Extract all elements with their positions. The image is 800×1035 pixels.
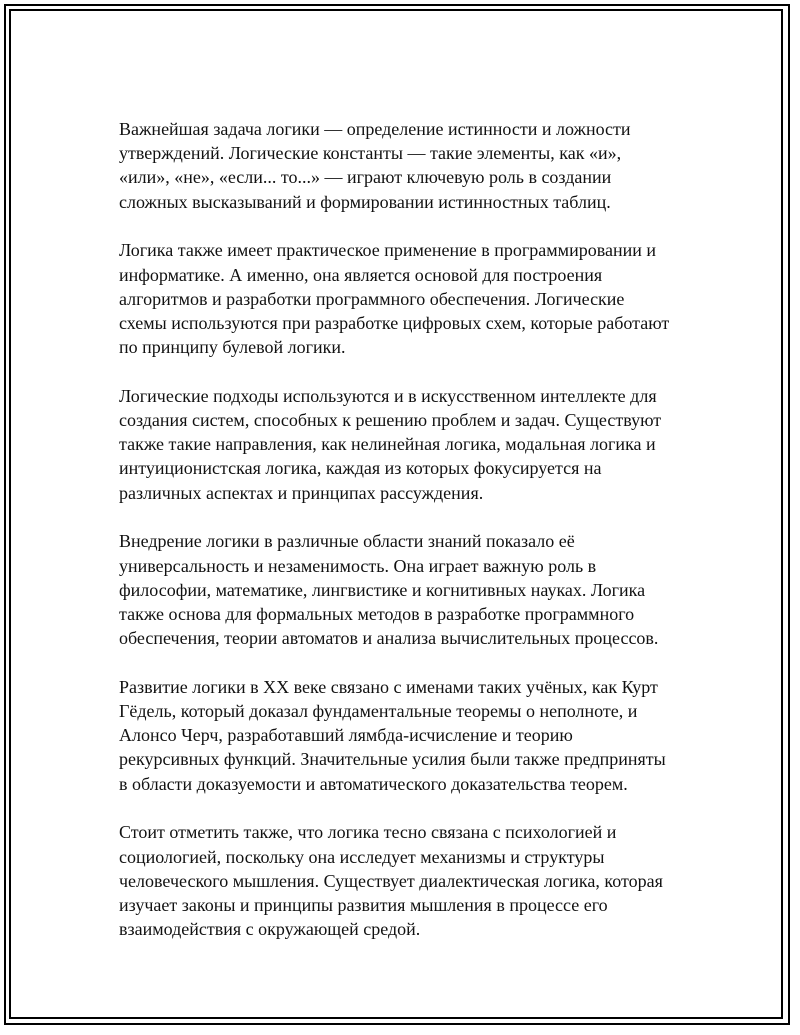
paragraph-2: Логика также имеет практическое применение в программировании и информатике. А именно, она является основой для построения алгоритмов и разработки программного обеспечения. Логические схемы используются при разработке цифровых схем, которые работают по принципу булевой логики. — [119, 240, 670, 358]
document-body — [119, 117, 699, 966]
paragraph-4: Внедрение логики в различные области знаний показало её универсальность и незаменимость. Она играет важную роль в философии, математике, лингвистике и когнитивных науках. Логика также основа для формальных методов в разработке программного обеспечения, теории автоматов и анализа вычислительных процессов. — [119, 531, 659, 649]
paragraph-5: Развитие логики в XX веке связано с именами таких учёных, как Курт Гёдель, который доказал фундаментальные теоремы о неполноте, и Алонсо Черч, разработавший лямбда-исчисление и теорию рекурсивных функций. Значительные усилия были также предприняты в области доказуемости и автоматического доказательства теорем. — [119, 676, 666, 794]
paragraph-6: Стоит отметить также, что логика тесно связана с психологией и социологией, поскольку она исследует механизмы и структуры человеческого мышления. Существует диалектическая логика, которая изучает законы и принципы развития мышления в процессе его взаимодействия с окружающей средой. — [119, 822, 663, 940]
paragraph-1: Важнейшая задача логики — определение истинности и ложности утверждений. Логические константы — такие элементы, как «и», «или», «не», «если... то...» — играют ключевую роль в создании сложных высказываний и формировании истинностных таблиц. — [119, 119, 631, 212]
paragraph-3: Логические подходы используются и в искусственном интеллекте для создания систем, способных к решению проблем и задач. Существуют также такие направления, как нелинейная логика, модальная логика и интуиционистская логика, каждая из которых фокусируется на различных аспектах и принципах рассуждения. — [119, 385, 662, 503]
